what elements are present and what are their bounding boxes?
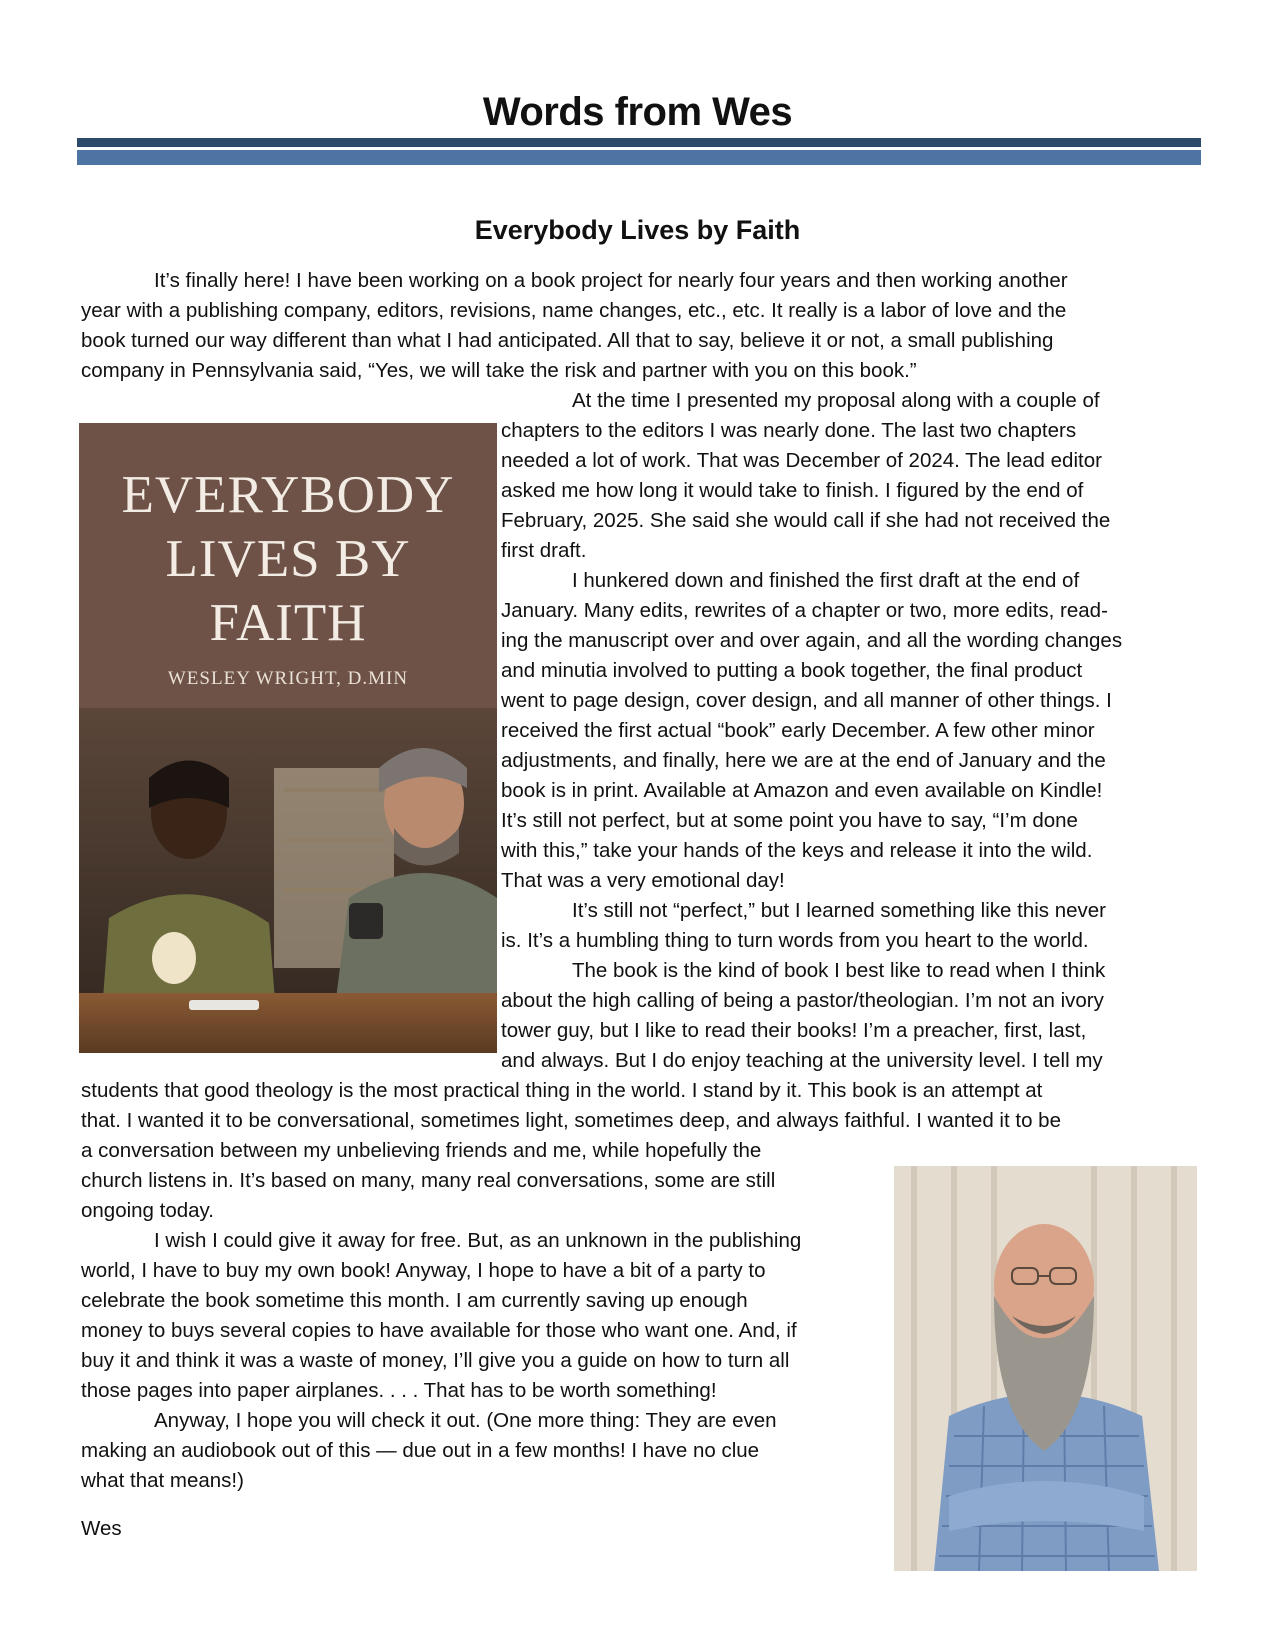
article-line: It’s still not “perfect,” but I learned something like this never [572,899,1107,922]
article-line: book is in print. Available at Amazon and even available on Kindle! [501,779,1103,802]
article-line: with this,” take your hands of the keys and release it into the wild. [501,839,1093,862]
article-line: I wish I could give it away for free. But, as an unknown in the publishing [154,1229,802,1252]
article-line: celebrate the book sometime this month. I am currently saving up enough [81,1289,748,1312]
article-line: ing the manuscript over and over again, and all the wording changes [501,629,1123,652]
cover-title [79,463,497,655]
cover-author: WESLEY WRIGHT, D.MIN [167,668,409,689]
book-cover-image [79,423,497,1053]
article-line: needed a lot of work. That was December of 2024. The lead editor [501,449,1102,472]
article-line: chapters to the editors I was nearly done. The last two chapters [501,419,1077,442]
signature: Wes [81,1517,122,1540]
section-title: Words from Wes [482,90,793,134]
article-line: I hunkered down and finished the first draft at the end of [572,569,1080,592]
article-line: church listens in. It’s based on many, many real conversations, some are still [81,1169,776,1192]
cover-title-line: LIVES BY [165,530,411,588]
article-line: first draft. [501,539,587,562]
author-portrait-photo [894,1166,1197,1571]
article-line: those pages into paper airplanes. . . . That has to be worth something! [81,1379,717,1402]
article-line: company in Pennsylvania said, “Yes, we will take the risk and partner with you on this book.” [81,359,917,382]
article-line: Anyway, I hope you will check it out. (One more thing: They are even [154,1409,777,1432]
cover-title-line: EVERYBODY [121,466,455,524]
article-line: January. Many edits, rewrites of a chapter or two, more edits, read- [501,599,1108,622]
article-line: At the time I presented my proposal along with a couple of [572,389,1100,412]
article-line: book turned our way different than what I had anticipated. All that to say, believe it or not, a small publishing [81,329,1054,352]
article-line: a conversation between my unbelieving friends and me, while hopefully the [81,1139,762,1162]
article-title: Everybody Lives by Faith [474,215,801,245]
article-line: making an audiobook out of this — due out in a few months! I have no clue [81,1439,760,1462]
cover-title-line: FAITH [209,594,367,652]
article-line: buy it and think it was a waste of money, I’ll give you a guide on how to turn all [81,1349,790,1372]
article-line: year with a publishing company, editors, revisions, name changes, etc., etc. It really is a labor of love and the [81,299,1067,322]
article-line: about the high calling of being a pastor/theologian. I’m not an ivory [501,989,1104,1012]
article-line: adjustments, and finally, here we are at the end of January and the [501,749,1106,772]
article-line: The book is the kind of book I best like to read when I think [572,959,1106,982]
article-line: and minutia involved to putting a book together, the final product [501,659,1083,682]
article-line: ongoing today. [81,1199,214,1222]
article-line: is. It’s a humbling thing to turn words from you heart to the world. [501,929,1089,952]
article-line: tower guy, but I like to read their books! I’m a preacher, first, last, [501,1019,1087,1042]
article-line: went to page design, cover design, and all manner of other things. I [501,689,1112,712]
cover-photo-illustration [79,708,497,1053]
article-line: and always. But I do enjoy teaching at the university level. I tell my [501,1049,1103,1072]
article-line: It’s finally here! I have been working on a book project for nearly four years and then working another [154,269,1068,292]
article-line: world, I have to buy my own book! Anyway, I hope to have a bit of a party to [81,1259,766,1282]
article-line: students that good theology is the most practical thing in the world. I stand by it. This book is an attempt at [81,1079,1043,1102]
header-rule-light [77,150,1201,165]
article-line: what that means!) [81,1469,244,1492]
article-line: That was a very emotional day! [501,869,785,892]
article-line: money to buys several copies to have available for those who want one. And, if [81,1319,797,1342]
article-line: asked me how long it would take to finish. I figured by the end of [501,479,1084,502]
article-line: February, 2025. She said she would call if she had not received the [501,509,1111,532]
article-line: received the first actual “book” early December. A few other minor [501,719,1095,742]
article-line: that. I wanted it to be conversational, sometimes light, sometimes deep, and always faithful. I wanted it to be [81,1109,1061,1132]
header-rule-dark [77,138,1201,147]
article-line: It’s still not perfect, but at some point you have to say, “I’m done [501,809,1078,832]
